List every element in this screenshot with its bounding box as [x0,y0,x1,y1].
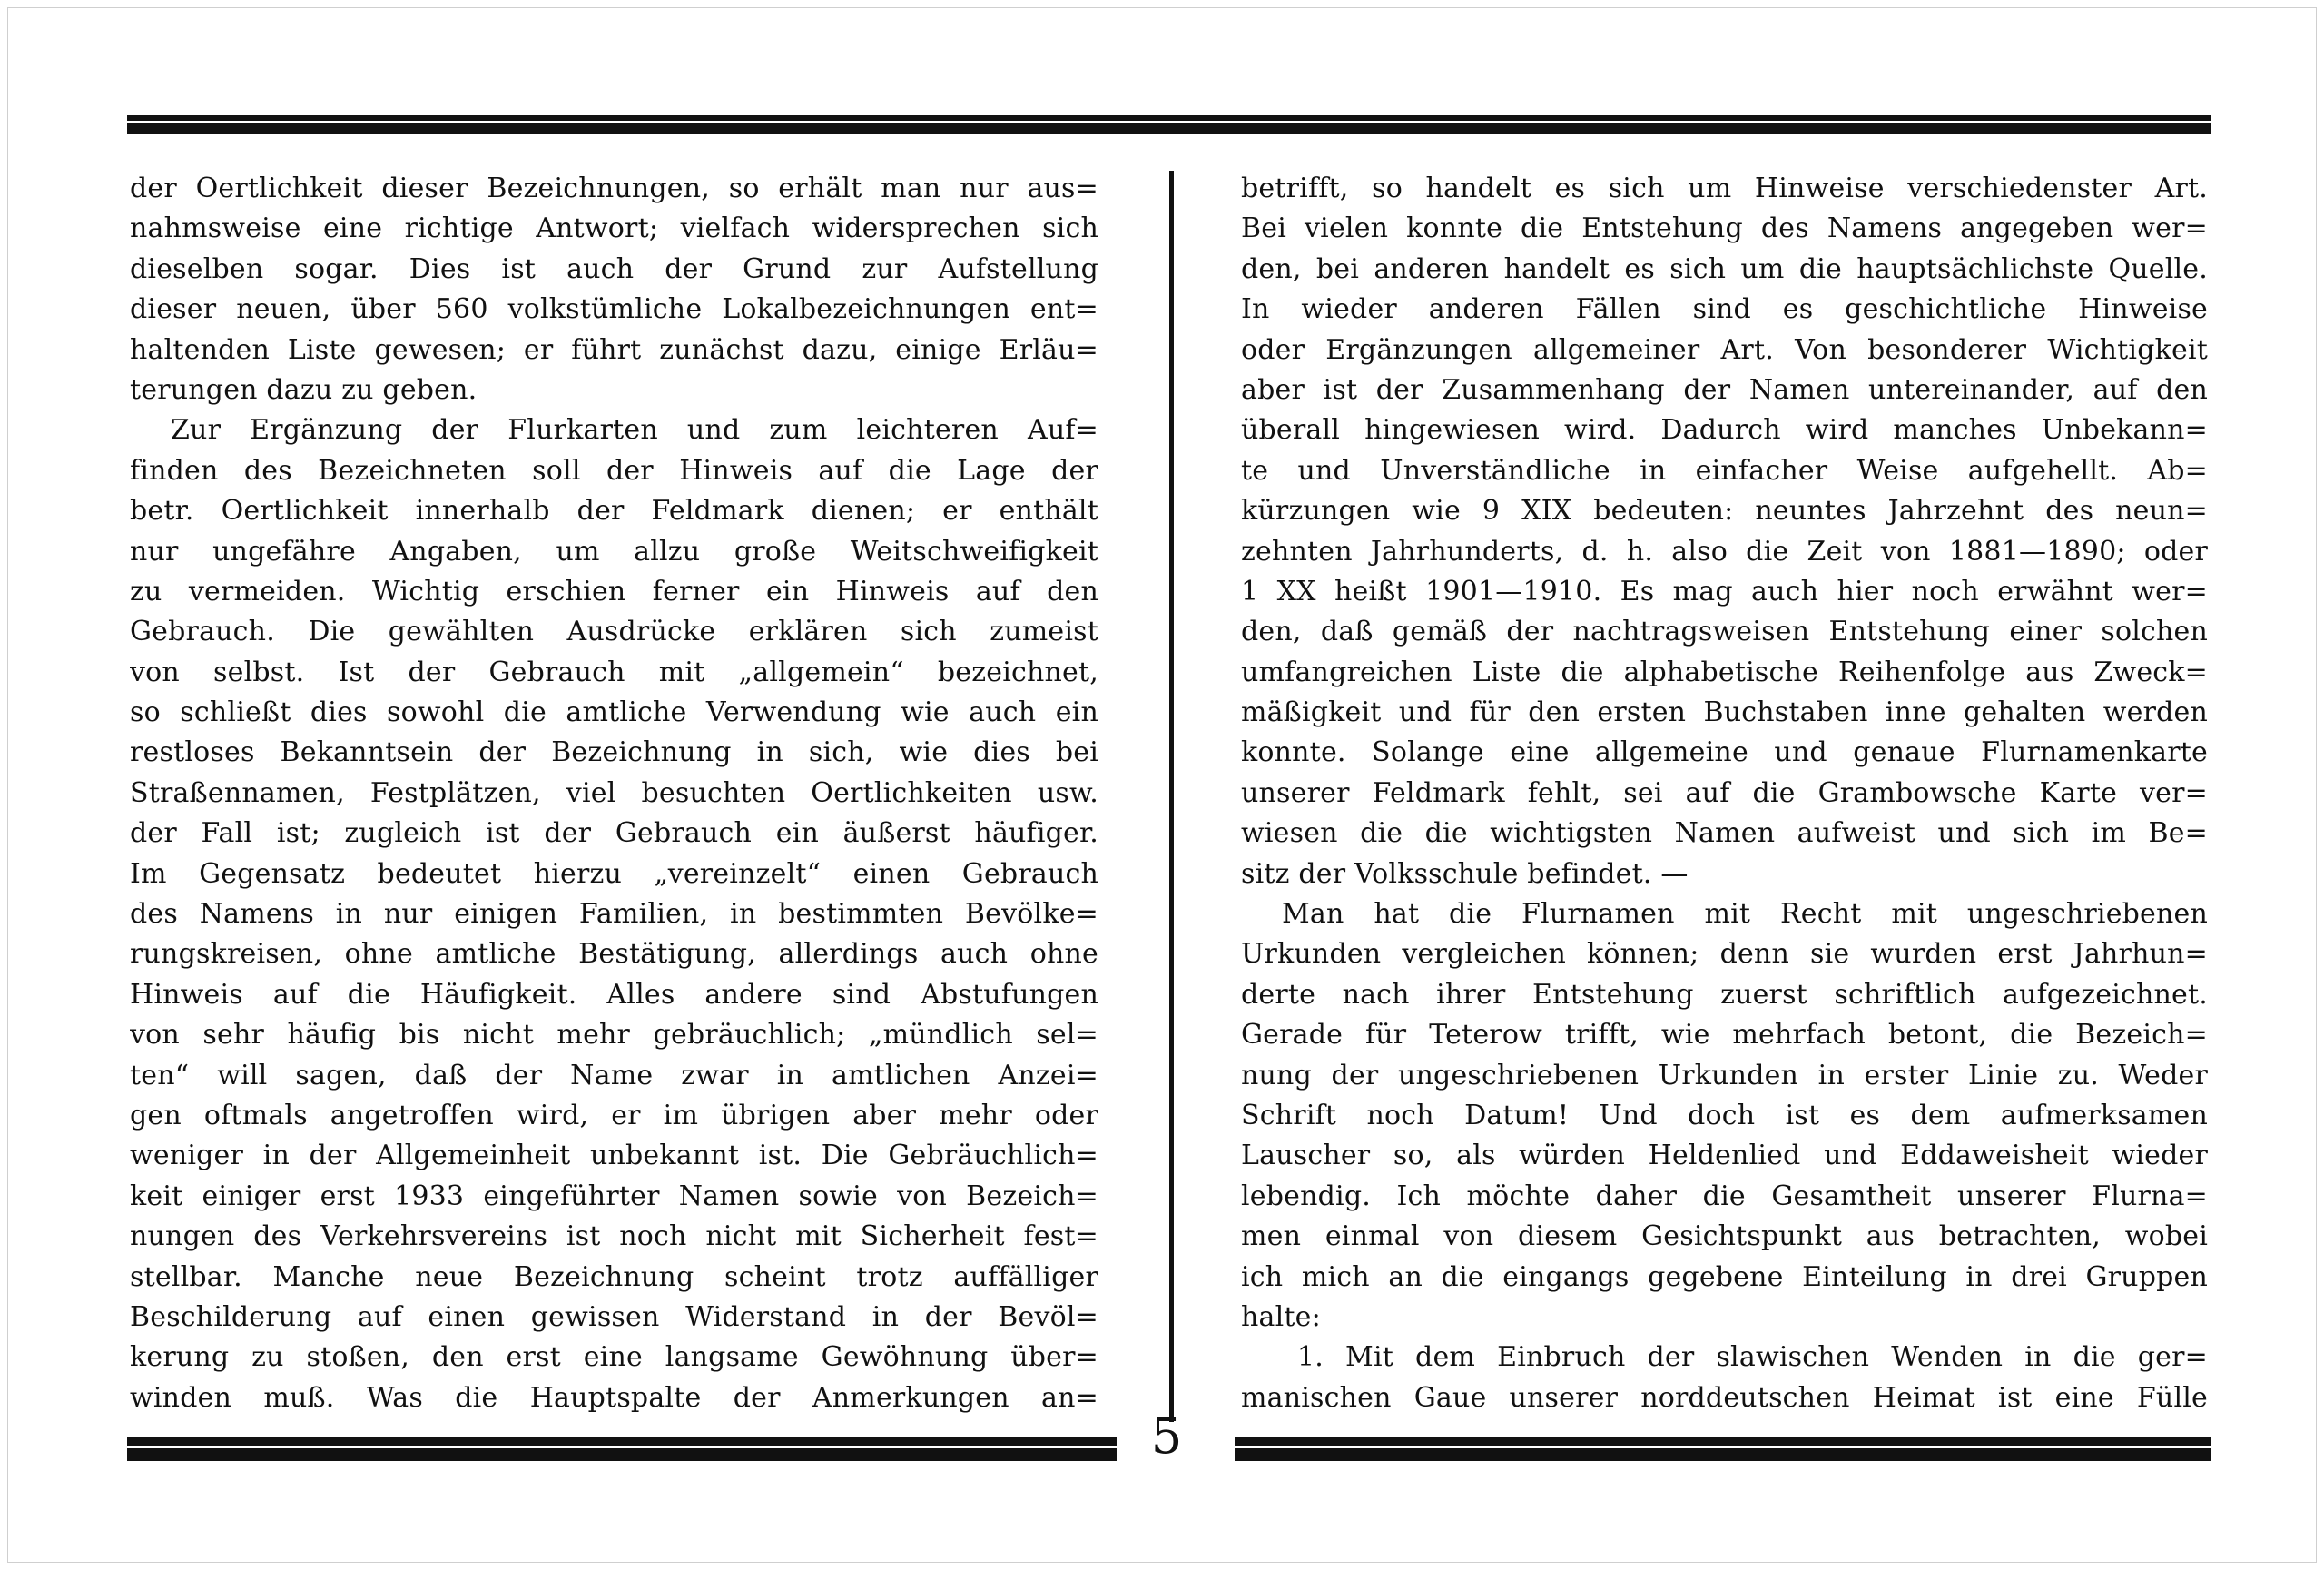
text-line: überall hingewiesen wird. Dadurch wird manches Unbekann= [1241,414,2208,447]
text-line: 1 XX heißt 1901—1910. Es mag auch hier noch erwähnt wer= [1241,575,2208,607]
text-line: zu vermeiden. Wichtig erschien ferner ein Hinweis auf den [130,575,1098,607]
text-line: den, bei anderen handelt es sich um die hauptsächlichste Quelle. [1241,252,2208,285]
bottom-rule-left [127,1437,1117,1461]
top-double-rule [127,115,2211,134]
text-line: Im Gegensatz bedeutet hierzu „vereinzelt“ einen Gebrauch [130,857,1098,890]
text-line: winden muß. Was die Hauptspalte der Anmerkungen an= [130,1381,1098,1414]
text-line: ten“ will sagen, daß der Name zwar in amtlichen Anzei= [130,1059,1098,1091]
text-line: wiesen die die wichtigsten Namen aufweist und sich im Be= [1241,817,2208,850]
text-line: von sehr häufig bis nicht mehr gebräuchlich; „mündlich sel= [130,1019,1098,1052]
text-line: weniger in der Allgemeinheit unbekannt ist. Die Gebräuchlich= [130,1140,1098,1172]
text-line: In wieder anderen Fällen sind es geschichtliche Hinweise [1241,293,2208,326]
text-line: Hinweis auf die Häufigkeit. Alles andere sind Abstufungen [130,978,1098,1011]
text-line: zehnten Jahrhunderts, d. h. also die Zeit von 1881—1890; oder [1241,535,2208,568]
text-line: halte: [1241,1300,1321,1333]
text-line: kürzungen wie 9 XIX bedeuten: neuntes Jahrzehnt des neun= [1241,495,2208,528]
text-line: unserer Feldmark fehlt, sei auf die Grambowsche Karte ver= [1241,776,2208,809]
text-line: kerung zu stoßen, den erst eine langsame Gewöhnung über= [130,1341,1098,1374]
text-line: nung der ungeschriebenen Urkunden in erster Linie zu. Weder [1241,1059,2208,1091]
text-line: mäßigkeit und für den ersten Buchstaben inne gehalten werden [1241,696,2208,729]
text-line: keit einiger erst 1933 eingeführter Namen sowie von Bezeich= [130,1180,1098,1212]
text-line: gen oftmals angetroffen wird, er im übrigen aber mehr oder [130,1099,1098,1131]
text-line: stellbar. Manche neue Bezeichnung scheint trotz auffälliger [130,1260,1098,1293]
text-line: derte nach ihrer Entstehung zuerst schriftlich aufgezeichnet. [1241,978,2208,1011]
text-line: nungen des Verkehrsvereins ist noch nicht mit Sicherheit fest= [130,1220,1098,1253]
text-line: lebendig. Ich möchte daher die Gesamtheit unserer Flurna= [1241,1180,2208,1212]
column-divider [1169,171,1174,1422]
text-line: betr. Oertlichkeit innerhalb der Feldmark dienen; er enthält [130,495,1098,528]
text-line: Man hat die Flurnamen mit Recht mit ungeschriebenen [1282,898,2208,931]
text-line: ich mich an die eingangs gegebene Einteilung in drei Gruppen [1241,1260,2208,1293]
text-line: nahmsweise eine richtige Antwort; vielfach widersprechen sich [130,212,1098,245]
text-line: umfangreichen Liste die alphabetische Reihenfolge aus Zweck= [1241,656,2208,688]
text-line: den, daß gemäß der nachtragsweisen Entstehung einer solchen [1241,616,2208,648]
text-line: betrifft, so handelt es sich um Hinweise verschiedenster Art. [1241,173,2208,204]
text-line: so schließt dies sowohl die amtliche Verwendung wie auch ein [130,696,1098,729]
text-line: Urkunden vergleichen können; denn sie wurden erst Jahrhun= [1241,938,2208,971]
text-line: Gebrauch. Die gewählten Ausdrücke erklären sich zumeist [130,616,1098,648]
text-line: Lauscher so, als würden Heldenlied und Eddaweisheit wieder [1241,1140,2208,1172]
text-line: rungskreisen, ohne amtliche Bestätigung, allerdings auch ohne [130,938,1098,971]
text-line: Bei vielen konnte die Entstehung des Namens angegeben wer= [1241,212,2208,245]
text-line: nur ungefähre Angaben, um allzu große Weitschweifigkeit [130,535,1098,568]
text-line: der Oertlichkeit dieser Bezeichnungen, so erhält man nur aus= [130,173,1098,204]
text-line: Schrift noch Datum! Und doch ist es dem aufmerksamen [1241,1099,2208,1131]
left-text-column [130,169,1098,1418]
text-line: oder Ergänzungen allgemeiner Art. Von besonderer Wichtigkeit [1241,333,2208,366]
page-number: 5 [1150,1407,1183,1465]
text-line: 1. Mit dem Einbruch der slawischen Wenden in die ger= [1297,1341,2208,1374]
text-line: Gerade für Teterow trifft, wie mehrfach betont, die Bezeich= [1241,1019,2208,1052]
bottom-rule-right [1235,1437,2211,1461]
text-line: restloses Bekanntsein der Bezeichnung in sich, wie dies bei [130,736,1098,769]
text-line: aber ist der Zusammenhang der Namen untereinander, auf den [1241,373,2208,406]
text-line: terungen dazu zu geben. [130,373,478,406]
text-line: der Fall ist; zugleich ist der Gebrauch ein äußerst häufiger. [130,817,1098,850]
text-line: haltenden Liste gewesen; er führt zunächst dazu, einige Erläu= [130,333,1098,366]
text-line: des Namens in nur einigen Familien, in bestimmten Bevölke= [130,898,1098,931]
text-line: konnte. Solange eine allgemeine und genaue Flurnamenkarte [1241,736,2208,769]
text-line: Zur Ergänzung der Flurkarten und zum leichteren Auf= [171,414,1098,447]
right-text-column [1241,169,2208,1418]
text-line: manischen Gaue unserer norddeutschen Heimat ist eine Fülle [1241,1381,2208,1414]
text-line: finden des Bezeichneten soll der Hinweis auf die Lage der [130,454,1098,487]
text-line: dieser neuen, über 560 volkstümliche Lokalbezeichnungen ent= [130,293,1098,326]
text-line: dieselben sogar. Dies ist auch der Grund zur Aufstellung [130,252,1098,285]
text-line: te und Unverständliche in einfacher Weise aufgehellt. Ab= [1241,454,2208,487]
text-line: men einmal von diesem Gesichtspunkt aus betrachten, wobei [1241,1220,2208,1253]
text-line: sitz der Volksschule befindet. — [1241,857,1689,890]
text-line: von selbst. Ist der Gebrauch mit „allgemein“ bezeichnet, [130,656,1098,688]
text-line: Straßennamen, Festplätzen, viel besuchten Oertlichkeiten usw. [130,776,1098,809]
text-line: Beschilderung auf einen gewissen Widerstand in der Bevöl= [130,1300,1098,1333]
